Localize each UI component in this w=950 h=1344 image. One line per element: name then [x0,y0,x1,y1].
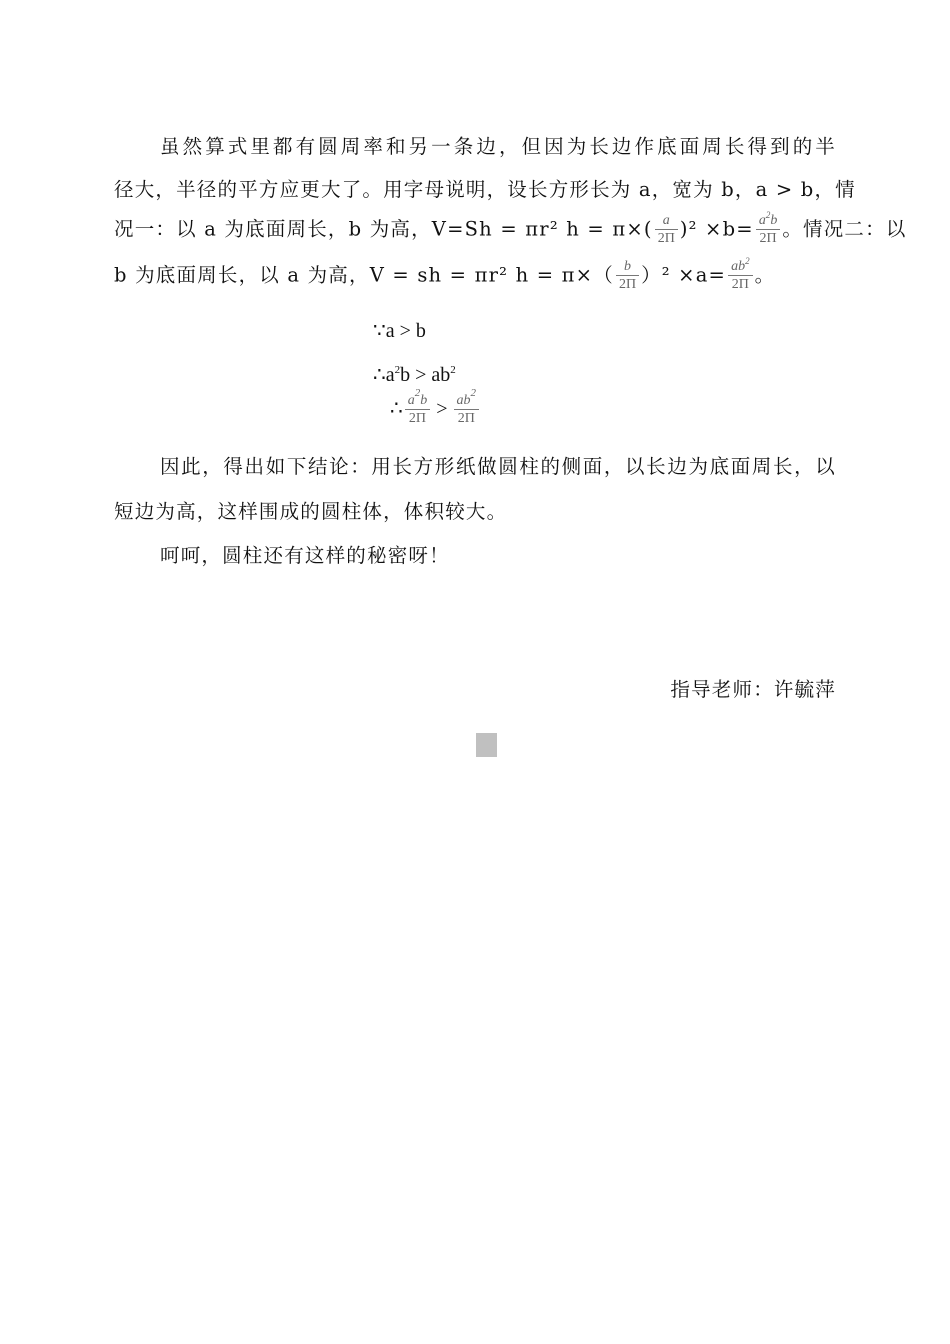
fraction-denominator: 2Π [731,277,749,292]
fraction-numerator: $a^2b$ [405,393,431,410]
greater-than-sign: > [436,397,448,420]
fraction-numerator: b [616,259,639,276]
para1-line2: 径大，半径的平方应更大了。用字母说明，设长方形长为 a，宽为 b，a > b，情 [114,178,856,201]
para1-line4-text-c: 。 [754,263,776,287]
fraction-a2b-over-2pi [405,387,431,427]
fraction-a2b-over-2pi [756,210,781,247]
para1-line4-text-a: b 为底面周长，以 a 为高，V = sh = πr² h = π×（ [114,263,614,287]
fraction-numerator: $ab^2$ [454,393,480,410]
therefore-symbol: ∴ [390,397,403,420]
para1-line1: 虽然算式里都有圆周率和另一条边，但因为长边作底面周长得到的半 [160,135,836,158]
proof-therefore-2 [390,387,481,427]
para1-line4 [114,256,836,293]
fraction-denominator: 2Π [759,231,777,246]
para1-line3 [114,210,907,247]
para1-line3-text-c: 。情况二：以 [782,217,907,241]
page-marker [476,733,497,757]
fraction-denominator: 2Π [618,277,637,292]
fraction-denominator: 2Π [657,231,675,246]
para2-line2: 短边为高，这样围成的圆柱体，体积较大。 [114,500,508,523]
para1-line3-text-a: 况一：以 a 为底面周长，b 为高，V=Sh = πr² h = π×( [114,217,653,241]
fraction-denominator: 2Π [457,411,475,426]
proof-because: ∵a > b [373,320,426,342]
para3-line1: 呵呵，圆柱还有这样的秘密呀！ [160,544,450,567]
fraction-ab2-over-2pi [728,256,753,293]
para2-line1: 因此，得出如下结论：用长方形纸做圆柱的侧面，以长边为底面周长，以 [160,455,836,478]
fraction-a-over-2pi [655,213,678,247]
fraction-numerator: $a^2b$ [756,213,781,230]
fraction-b-over-2pi [616,259,639,293]
para1-line4-text-b: ）² ×a= [641,263,727,287]
fraction-ab2-over-2pi [454,387,480,427]
fraction-denominator: 2Π [408,411,427,426]
fraction-numerator: $ab^2$ [728,259,753,276]
para1-line3-text-b: )² ×b= [679,217,754,241]
fraction-numerator: a [655,213,678,230]
proof-therefore-1: $\therefore a^2b > ab^2$ [373,364,456,386]
signature: 指导老师：许毓萍 [670,678,836,701]
